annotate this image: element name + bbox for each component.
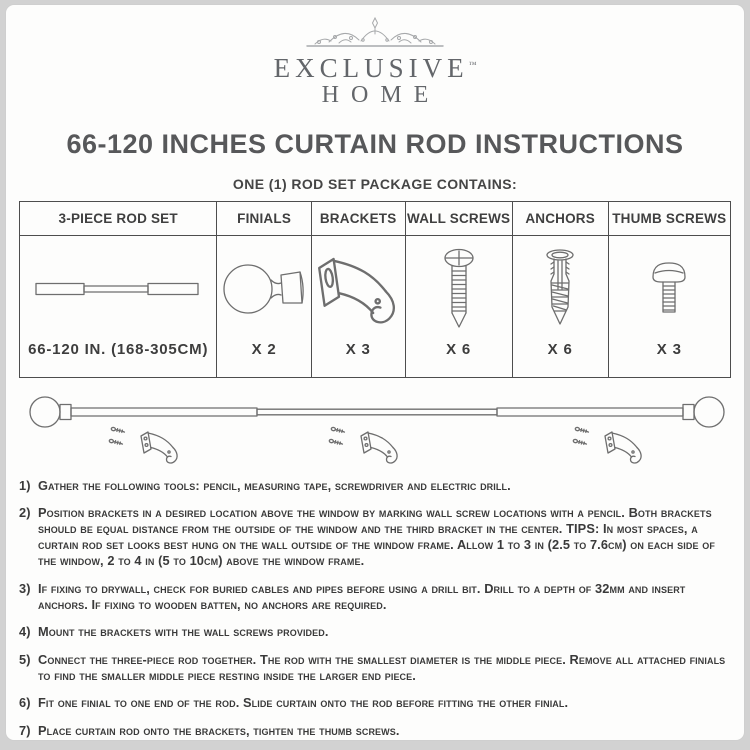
instruction-steps	[19, 478, 731, 739]
column-rod-set	[20, 202, 217, 377]
thumb-screw-icon	[648, 236, 690, 341]
step-text: Fit one finial to one end of the rod. Slide curtain onto the rod before fitting the other finial.	[38, 695, 569, 711]
step-text: Gather the following tools: pencil, measuring tape, screwdriver and electric drill.	[38, 478, 511, 493]
step-text: Position brackets in a desired location above the window by marking wall screw locations with a pencil. Both brackets should be equal distance from the outside of the window and the third bracket in the center. TIPS: In most spaces, a curtain rod set looks best hung on the wall outside of the window frame. Allow 1 to 3 in (2.5 to 7.6cm) on each side of the window, 2 to 4 in (5 to 10cm) above the window frame.	[38, 505, 715, 569]
column-header: 3-PIECE ROD SET	[20, 202, 216, 236]
step-2	[19, 505, 731, 569]
column-header: WALL SCREWS	[406, 202, 512, 236]
step-3	[19, 581, 731, 613]
column-brackets	[312, 202, 406, 377]
package-heading: ONE (1) ROD SET PACKAGE CONTAINS:	[232, 176, 518, 192]
quantity-label: X 6	[446, 341, 472, 358]
column-finials	[217, 202, 311, 377]
brand-logo	[19, 15, 731, 109]
anchor-icon	[540, 236, 580, 341]
column-header: FINIALS	[217, 202, 310, 236]
column-wall-screws	[406, 202, 513, 377]
wall-screw-icon	[439, 236, 479, 341]
finial-icon	[221, 236, 307, 341]
step-number: 6)	[19, 695, 31, 711]
step-text: Place curtain rod onto the brackets, tighten the thumb screws.	[38, 722, 400, 738]
instruction-sheet	[5, 4, 745, 741]
step-number: 7)	[19, 722, 31, 738]
step-number: 5)	[19, 651, 31, 667]
column-header: ANCHORS	[513, 202, 608, 236]
step-4	[19, 624, 731, 640]
assembled-rod-with-brackets-diagram	[19, 382, 731, 474]
quantity-label: X 3	[345, 341, 371, 358]
brand-word: HOME	[321, 82, 441, 108]
filigree-crest-icon	[295, 15, 455, 51]
quantity-label: X 6	[547, 341, 573, 358]
step-5	[19, 652, 731, 684]
quantity-label: X 2	[251, 341, 277, 358]
package-contents-table	[19, 201, 731, 378]
step-1	[19, 478, 731, 494]
page-title: 66-120 INCHES CURTAIN ROD INSTRUCTIONS	[66, 129, 684, 159]
column-anchors	[513, 202, 609, 377]
step-number: 4)	[19, 624, 31, 640]
step-text: Mount the brackets with the wall screws provided.	[38, 624, 329, 640]
step-text: If fixing to drywall, check for buried cables and pipes before using a drill bit. Drill to a depth of 32mm and insert anchors. If fixing to wooden batten, no anchors are required.	[38, 580, 686, 612]
column-header: THUMB SCREWS	[609, 202, 730, 236]
step-number: 3)	[19, 580, 31, 596]
trademark-symbol: ™	[468, 60, 477, 69]
step-6	[19, 695, 731, 711]
column-header: BRACKETS	[312, 202, 405, 236]
step-number: 1)	[19, 478, 31, 493]
step-text: Connect the three-piece rod together. The rod with the smallest diameter is the middle piece. Remove all attached finials to find the smaller middle piece resting inside the larger end piece.	[38, 651, 726, 683]
rod-length-label: 66-120 IN. (168-305CM)	[28, 341, 209, 358]
step-number: 2)	[19, 505, 31, 521]
rod-set-icon	[33, 236, 203, 341]
bracket-icon	[312, 236, 404, 341]
quantity-label: X 3	[656, 341, 682, 358]
column-thumb-screws	[609, 202, 730, 377]
step-7	[19, 723, 731, 739]
brand-name: EXCLUSIVE™	[273, 53, 477, 83]
